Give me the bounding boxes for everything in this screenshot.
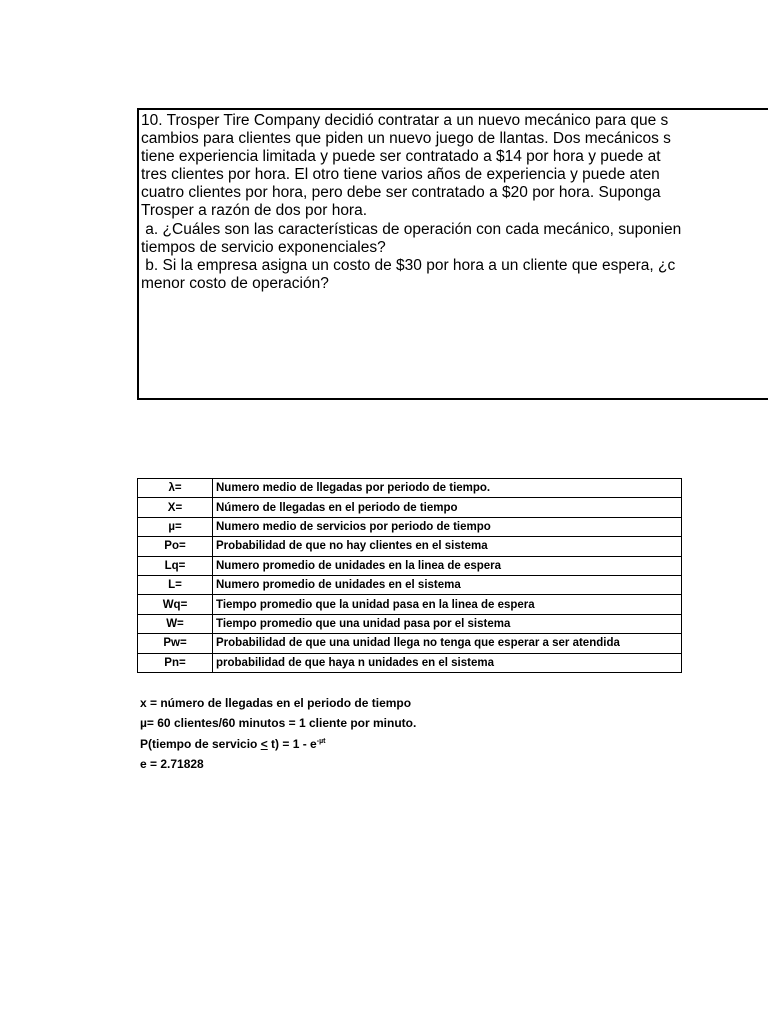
problem-line: tiene experiencia limitada y puede ser contratado a $14 por hora y puede at — [141, 148, 661, 166]
problem-line: tiempos de servicio exponenciales? — [141, 238, 386, 256]
table-row — [138, 614, 682, 633]
symbol-cell: Lq= — [138, 556, 213, 575]
symbol-cell: X= — [138, 498, 213, 517]
problem-line: cuatro clientes por hora, pero debe ser contratado a $20 por hora. Suponga — [141, 184, 661, 202]
definition-cell: Numero medio de llegadas por periodo de tiempo. — [213, 479, 682, 498]
table-row — [138, 498, 682, 517]
table-row — [138, 575, 682, 594]
problem-line: cambios para clientes que piden un nuevo juego de llantas. Dos mecánicos s — [141, 130, 671, 148]
note-service-rate: µ= 60 clientes/60 minutos = 1 cliente por minuto. — [140, 716, 417, 731]
table-row — [138, 517, 682, 536]
problem-line: Trosper a razón de dos por hora. — [141, 202, 368, 220]
definition-cell: Tiempo promedio que la unidad pasa en la linea de espera — [213, 595, 682, 614]
formula-notes — [140, 693, 416, 774]
symbol-cell: µ= — [138, 517, 213, 536]
problem-statement — [141, 112, 768, 293]
definition-cell: Probabilidad de que una unidad llega no tenga que esperar a ser atendida — [213, 634, 682, 653]
note-arrivals: x = número de llegadas en el periodo de tiempo — [140, 696, 412, 710]
table-row — [138, 595, 682, 614]
symbol-cell: Wq= — [138, 595, 213, 614]
symbol-legend-table — [137, 478, 682, 673]
table-row — [138, 653, 682, 672]
symbol-cell: Pn= — [138, 653, 213, 672]
problem-line: menor costo de operación? — [141, 274, 329, 292]
symbol-cell: Po= — [138, 537, 213, 556]
problem-line: b. Si la empresa asigna un costo de $30 por hora a un cliente que espera, ¿c — [141, 256, 676, 274]
definition-cell: Tiempo promedio que una unidad pasa por el sistema — [213, 614, 682, 633]
formula-middle: t) = 1 - e — [267, 736, 317, 751]
definition-cell: Número de llegadas en el periodo de tiempo — [213, 498, 682, 517]
definition-cell: Numero promedio de unidades en la linea de espera — [213, 556, 682, 575]
table-row — [138, 479, 682, 498]
table-row — [138, 556, 682, 575]
definition-cell: Numero promedio de unidades en el sistema — [213, 575, 682, 594]
problem-line: 10. Trosper Tire Company decidió contratar a un nuevo mecánico para que s — [141, 112, 669, 129]
symbol-cell: λ= — [138, 479, 213, 498]
symbol-cell: W= — [138, 614, 213, 633]
definition-cell: Numero medio de servicios por periodo de tiempo — [213, 517, 682, 536]
less-or-equal-symbol: < — [260, 736, 268, 751]
problem-statement-box — [137, 108, 768, 400]
table-row — [138, 537, 682, 556]
problem-line: tres clientes por hora. El otro tiene varios años de experiencia y puede aten — [141, 166, 660, 184]
formula-exponent: -µt — [316, 737, 326, 745]
symbol-cell: L= — [138, 575, 213, 594]
definition-cell: probabilidad de que haya n unidades en el sistema — [213, 653, 682, 672]
definition-cell: Probabilidad de que no hay clientes en el sistema — [213, 537, 682, 556]
note-euler-constant: e = 2.71828 — [140, 756, 204, 771]
table-row — [138, 634, 682, 653]
problem-line: a. ¿Cuáles son las características de operación con cada mecánico, suponien — [141, 220, 682, 238]
formula-prefix: P(tiempo de servicio — [140, 736, 261, 751]
symbol-cell: Pw= — [138, 634, 213, 653]
note-service-probability — [140, 734, 416, 754]
